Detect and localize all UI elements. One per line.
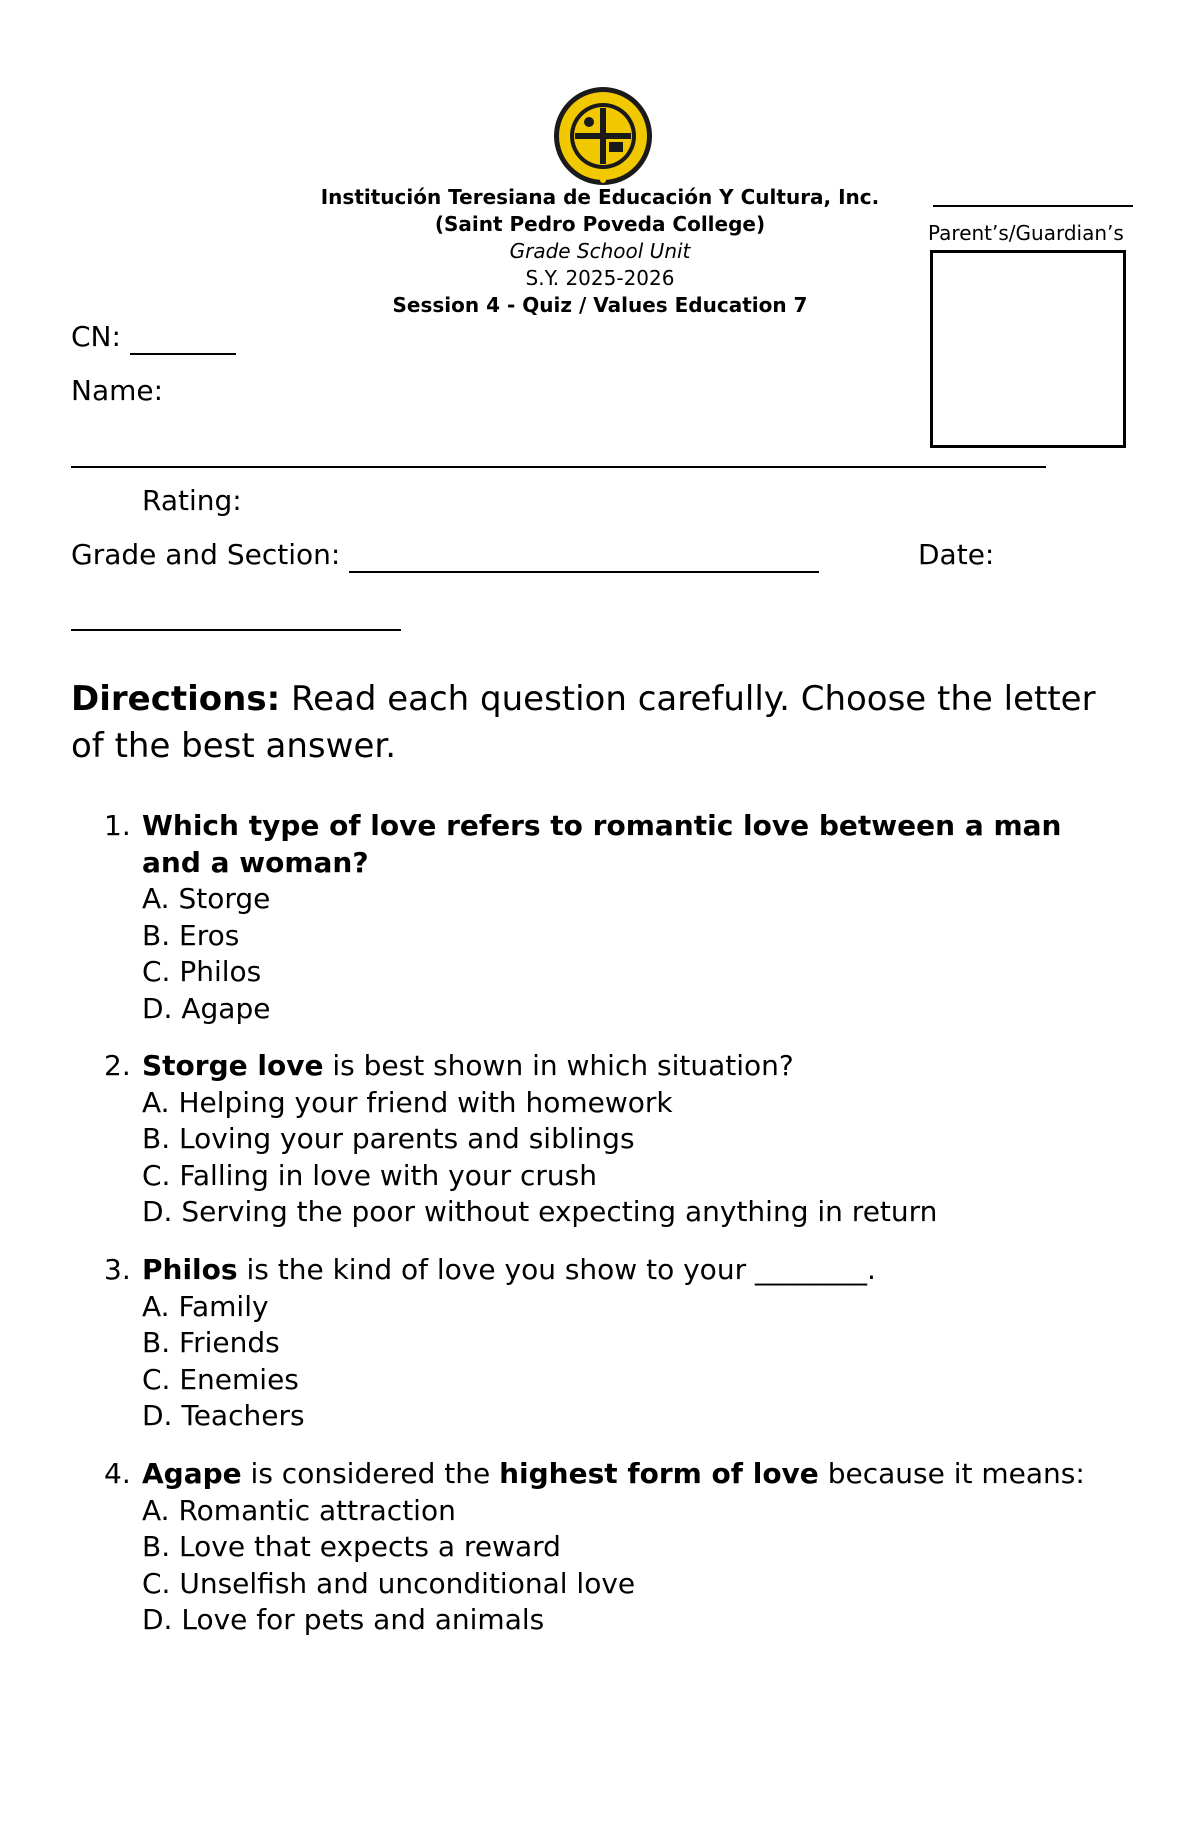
option-b[interactable]: B. Eros — [142, 918, 240, 952]
option-b[interactable]: B. Love that expects a reward — [142, 1530, 561, 1563]
question-stem — [142, 1252, 1104, 1289]
option-b[interactable]: B. Friends — [142, 1326, 280, 1359]
question-number: 4. — [104, 1457, 131, 1490]
question-1 — [104, 808, 1104, 1027]
question-2 — [104, 1048, 1104, 1231]
date-blank[interactable] — [71, 629, 401, 631]
option-c[interactable]: C. Philos — [142, 955, 262, 988]
name-blank[interactable] — [71, 466, 1046, 468]
college-name: (Saint Pedro Poveda College) — [434, 212, 766, 236]
school-unit: Grade School Unit — [509, 239, 691, 263]
option-a[interactable]: A. Helping your friend with homework — [142, 1085, 673, 1119]
question-stem-bold-2: highest form of love — [499, 1457, 819, 1490]
cn-blank[interactable] — [130, 320, 236, 355]
question-stem-text-2: because it means: — [818, 1457, 1085, 1490]
question-number: 3. — [104, 1253, 131, 1286]
question-stem-text: is best shown in which situation? — [323, 1049, 794, 1082]
directions — [71, 676, 1121, 770]
option-b[interactable]: B. Loving your parents and siblings — [142, 1122, 635, 1155]
rating-label: Rating: — [142, 484, 242, 517]
option-d[interactable]: D. Teachers — [142, 1399, 305, 1432]
option-a[interactable]: A. Romantic attraction — [142, 1493, 456, 1527]
signature-label: Parent’s/Guardian’s — [928, 221, 1124, 245]
name-label: Name: — [71, 374, 164, 407]
option-a[interactable]: A. Storge — [142, 882, 271, 915]
grade-section-label: Grade and Section: — [71, 538, 341, 571]
question-stem — [142, 808, 1104, 881]
rating-box[interactable] — [930, 250, 1126, 448]
grade-section-field — [71, 538, 819, 573]
quiz-title: Session 4 - Quiz / Values Education 7 — [392, 293, 808, 317]
question-number: 2. — [104, 1049, 131, 1082]
option-c[interactable]: C. Falling in love with your crush — [142, 1158, 597, 1192]
question-3 — [104, 1252, 1104, 1435]
option-d[interactable]: D. Love for pets and animals — [142, 1603, 545, 1636]
option-c[interactable]: C. Enemies — [142, 1362, 299, 1396]
question-stem-bold: Philos — [142, 1253, 238, 1286]
option-c[interactable]: C. Unselfish and unconditional love — [142, 1566, 636, 1600]
question-stem-bold: Which type of love refers to romantic love between a man and a woman? — [142, 809, 1062, 879]
question-stem-text: is considered the — [241, 1457, 500, 1490]
option-d[interactable]: D. Agape — [142, 991, 271, 1025]
directions-label: Directions: — [71, 679, 281, 719]
signature-line[interactable] — [933, 205, 1133, 207]
date-label: Date: — [918, 538, 995, 571]
question-stem-bold: Agape — [142, 1457, 242, 1490]
option-a[interactable]: A. Family — [142, 1289, 269, 1323]
option-d[interactable]: D. Serving the poor without expecting anything in return — [142, 1195, 938, 1228]
cn-label: CN: — [71, 320, 121, 353]
question-stem-bold: Storge love — [142, 1049, 324, 1082]
question-stem — [142, 1456, 1104, 1493]
question-stem-text: is the kind of love you show to your ________. — [237, 1253, 876, 1286]
question-4 — [104, 1456, 1104, 1639]
question-stem — [142, 1048, 1104, 1085]
institution-name: Institución Teresiana de Educación Y Cultura, Inc. — [320, 185, 880, 209]
grade-section-blank[interactable] — [349, 538, 819, 573]
school-year: S.Y. 2025-2026 — [525, 266, 675, 290]
cn-field — [71, 320, 236, 355]
directions-text: Read each question carefully. Choose the letter of the best answer. — [71, 679, 1096, 766]
question-number: 1. — [104, 809, 131, 842]
school-seal-logo — [553, 86, 653, 186]
